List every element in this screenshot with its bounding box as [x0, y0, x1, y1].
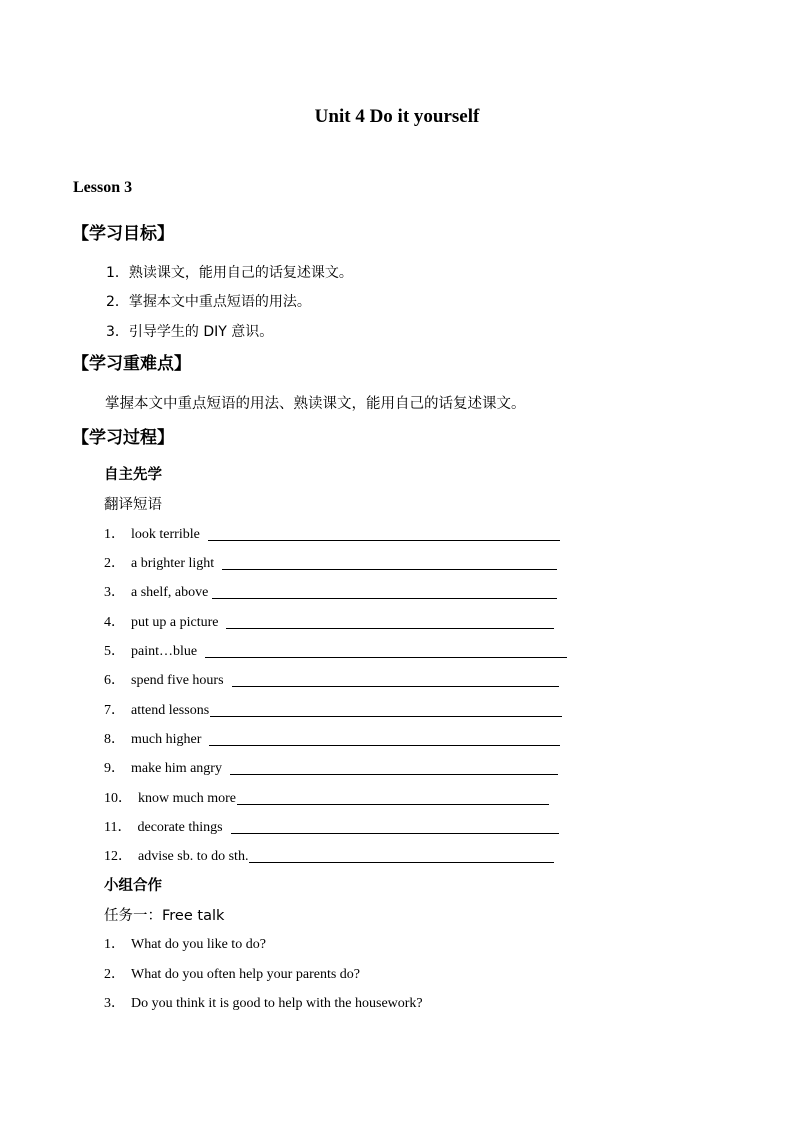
answer-blank[interactable] — [210, 716, 562, 717]
answer-blank[interactable] — [222, 569, 557, 570]
question-text: What do you like to do? — [131, 937, 266, 952]
phrase-text: attend lessons — [131, 703, 210, 718]
question-number: 1． — [104, 937, 125, 952]
task-heading: 任务一：Free talk — [104, 908, 225, 924]
phrase-text: know much more — [138, 791, 236, 806]
phrase-number: 12． — [104, 849, 132, 864]
question-item — [104, 992, 423, 1012]
answer-blank[interactable] — [209, 745, 560, 746]
phrase-number: 1． — [104, 527, 125, 542]
phrase-text: a shelf, above — [131, 585, 209, 600]
answer-blank[interactable] — [226, 628, 554, 629]
objective-item: 1．熟读课文，能用自己的话复述课文。 — [106, 265, 353, 281]
phrase-row — [104, 552, 557, 572]
phrase-number: 2． — [104, 556, 125, 571]
phrase-text: decorate things — [137, 820, 223, 835]
phrase-text: look terrible — [131, 527, 200, 542]
phrase-row — [104, 669, 559, 689]
answer-blank[interactable] — [232, 686, 559, 687]
section-objectives: 【学习目标】 — [72, 224, 174, 244]
translate-phrases-heading: 翻译短语 — [104, 497, 162, 513]
phrase-row — [104, 611, 554, 631]
answer-blank[interactable] — [230, 774, 558, 775]
key-points-text: 掌握本文中重点短语的用法、熟读课文，能用自己的话复述课文。 — [105, 396, 526, 412]
phrase-text: put up a picture — [131, 615, 219, 630]
objective-item: 2．掌握本文中重点短语的用法。 — [106, 294, 311, 310]
phrase-text: a brighter light — [131, 556, 215, 571]
question-number: 2． — [104, 967, 125, 982]
phrase-number: 11． — [104, 820, 132, 835]
phrase-number: 3． — [104, 585, 125, 600]
phrase-number: 6． — [104, 673, 125, 688]
phrase-text: make him angry — [131, 761, 222, 776]
phrase-row — [104, 845, 554, 865]
phrase-text: advise sb. to do sth. — [138, 849, 249, 864]
phrase-text: spend five hours — [131, 673, 224, 688]
answer-blank[interactable] — [231, 833, 559, 834]
answer-blank[interactable] — [208, 540, 560, 541]
self-study-heading: 自主先学 — [104, 467, 162, 483]
phrase-row — [104, 523, 560, 543]
phrase-number: 4． — [104, 615, 125, 630]
answer-blank[interactable] — [205, 657, 567, 658]
question-item — [104, 963, 360, 983]
question-text: What do you often help your parents do? — [131, 967, 360, 982]
phrase-text: much higher — [131, 732, 202, 747]
lesson-label: Lesson 3 — [73, 179, 133, 196]
section-key-points: 【学习重难点】 — [72, 354, 191, 374]
objective-item: 3．引导学生的 DIY 意识。 — [106, 324, 274, 340]
question-text: Do you think it is good to help with the housework? — [131, 996, 423, 1011]
phrase-number: 8． — [104, 732, 125, 747]
section-process: 【学习过程】 — [72, 428, 174, 448]
answer-blank[interactable] — [212, 598, 557, 599]
question-item — [104, 933, 266, 953]
phrase-row — [104, 787, 549, 807]
group-work-heading: 小组合作 — [104, 878, 162, 894]
answer-blank[interactable] — [237, 804, 549, 805]
phrase-number: 10． — [104, 791, 132, 806]
answer-blank[interactable] — [249, 862, 554, 863]
phrase-text: paint…blue — [131, 644, 198, 659]
phrase-number: 5． — [104, 644, 125, 659]
phrase-number: 7． — [104, 703, 125, 718]
phrase-row — [104, 699, 562, 719]
phrase-number: 9． — [104, 761, 125, 776]
phrase-row — [104, 640, 567, 660]
question-number: 3． — [104, 996, 125, 1011]
phrase-row — [104, 757, 558, 777]
phrase-row — [104, 816, 559, 836]
phrase-row — [104, 581, 557, 601]
page-title: Unit 4 Do it yourself — [314, 106, 480, 127]
phrase-row — [104, 728, 560, 748]
